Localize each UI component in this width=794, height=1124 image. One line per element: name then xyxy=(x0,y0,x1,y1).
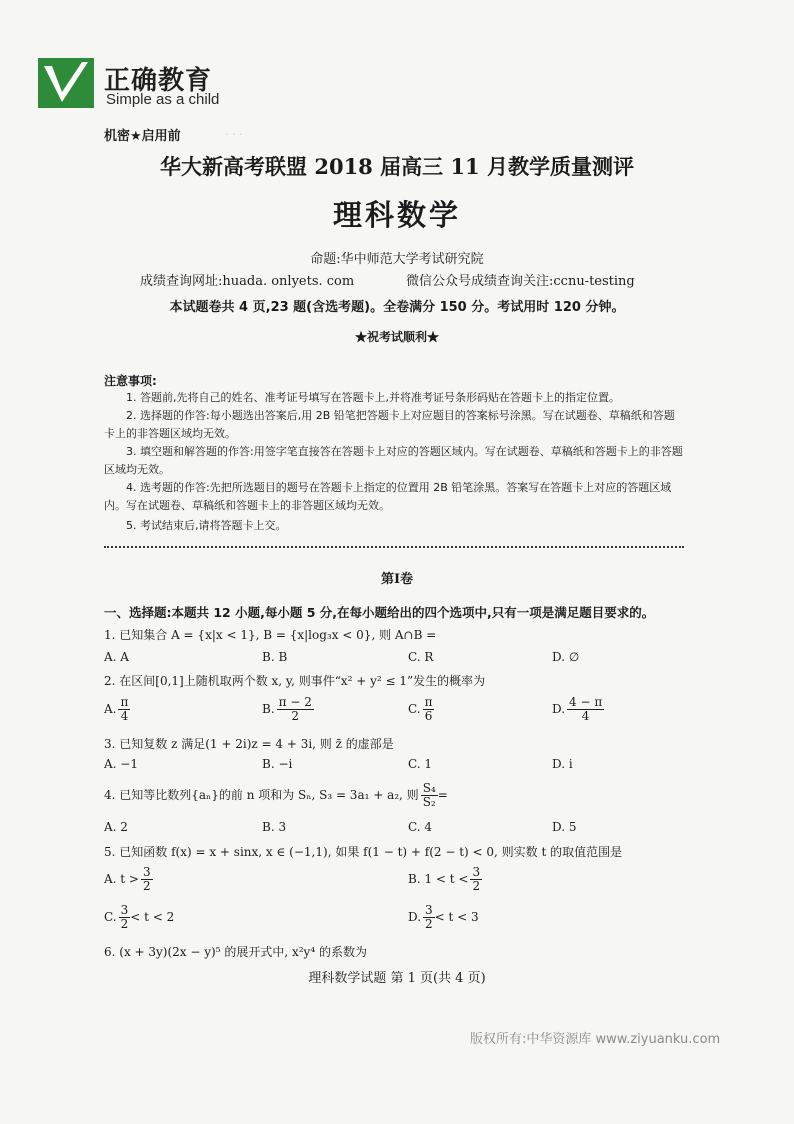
exam-title: 华大新高考联盟 2018 届高三 11 月教学质量测评 xyxy=(160,154,634,179)
q1-option-b: B. B xyxy=(262,650,288,664)
good-luck-line: ★祝考试顺利★ xyxy=(354,330,439,344)
q3-option-c: C. 1 xyxy=(408,757,433,771)
question-5-stem: 5. 已知函数 f(x) = x + sinx, x ∈ (−1,1), 如果 f(1 − t) + f(2 − t) < 0, 则实数 t 的取值范围是 xyxy=(104,845,623,859)
q4-option-d: D. 5 xyxy=(552,820,577,834)
secret-label: 机密★启用前 xyxy=(104,129,181,144)
notes-title: 注意事项: xyxy=(104,374,157,388)
q5-option-c: C. $\frac{3}{2}$ < t < 2 xyxy=(104,903,175,931)
bleed-through-text: · · · xyxy=(225,128,243,141)
q1-option-c: C. R xyxy=(408,650,434,664)
note-item: 3. 填空题和解答题的作答:用签字笔直接答在答题卡上对应的答题区域内。写在试题卷、草稿纸和答题卡上的非答题区域均无效。 xyxy=(104,445,683,476)
q1-option-a: A. A xyxy=(104,650,129,664)
dotted-divider xyxy=(104,546,684,548)
question-6-stem: 6. (x + 3y)(2x − y)⁵ 的展开式中, x²y⁴ 的系数为 xyxy=(104,945,367,959)
q2-option-b: B. $\frac{\pi - 2}{2}$ xyxy=(262,695,312,723)
question-2-stem: 2. 在区间[0,1]上随机取两个数 x, y, 则事件“x² + y² ≤ 1”发生的概率为 xyxy=(104,674,486,688)
exam-summary: 本试题卷共 4 页,23 题(含选考题)。全卷满分 150 分。考试用时 120 分钟。 xyxy=(169,300,625,315)
page-footer: 理科数学试题 第 1 页(共 4 页) xyxy=(308,971,486,986)
brand-logo-icon xyxy=(38,58,94,108)
q3-option-d: D. i xyxy=(552,757,573,771)
section-title: 一、选择题:本题共 12 小题,每小题 5 分,在每小题给出的四个选项中,只有一项是满足题目要求的。 xyxy=(104,605,655,620)
note-item: 2. 选择题的作答:每小题选出答案后,用 2B 铅笔把答题卡上对应题目的答案标号涂黑。写在试题卷、草稿纸和答题卡上的非答题区域均无效。 xyxy=(104,409,675,440)
query-wechat: 微信公众号成绩查询关注:ccnu-testing xyxy=(406,274,635,289)
author-line: 命题:华中师范大学考试研究院 xyxy=(310,252,484,267)
q5-option-d: D. $\frac{3}{2}$ < t < 3 xyxy=(408,903,479,931)
subject-title: 理科数学 xyxy=(332,198,461,232)
part-label: 第Ⅰ卷 xyxy=(380,572,414,587)
q2-option-d: D. $\frac{4 - \pi}{4}$ xyxy=(552,695,603,723)
q5-option-b: B. 1 < t < $\frac{3}{2}$ xyxy=(408,865,481,893)
brand-name: 正确教育 xyxy=(104,66,213,96)
q4-option-b: B. 3 xyxy=(262,820,287,834)
q4-option-c: C. 4 xyxy=(408,820,433,834)
q5-option-a: A. t > $\frac{3}{2}$ xyxy=(104,865,151,893)
q4-option-a: A. 2 xyxy=(104,820,128,834)
question-4-stem: 4. 已知等比数列{aₙ}的前 n 项和为 Sₙ, S₃ = 3a₁ + a₂, 则 $\frac{\text{S₄}}{\text{S₂}}$ = xyxy=(104,781,448,809)
question-3-stem: 3. 已知复数 z 满足(1 + 2i)z = 4 + 3i, 则 z̄ 的虚部是 xyxy=(104,737,394,751)
q3-option-a: A. −1 xyxy=(104,757,138,771)
note-item: 1. 答题前,先将自己的姓名、准考证号填写在答题卡上,并将准考证号条形码贴在答题卡上的指定位置。 xyxy=(126,391,620,404)
note-item: 4. 选考题的作答:先把所选题目的题号在答题卡上指定的位置用 2B 铅笔涂黑。答案写在答题卡上对应的答题区域内。写在试题卷、草稿纸和答题卡上的非答题区域均无效。 xyxy=(104,481,672,512)
query-website: 成绩查询网址:huada. onlyets. com xyxy=(140,274,355,289)
q2-option-a: A. $\frac{\pi}{4}$ xyxy=(104,695,129,723)
q1-option-d: D. ∅ xyxy=(552,650,580,664)
copyright-watermark: 版权所有:中华资源库 www.ziyuanku.com xyxy=(470,1032,721,1047)
brand-slogan: Simple as a child xyxy=(106,91,220,108)
q2-option-c: C. $\frac{\pi}{6}$ xyxy=(408,695,433,723)
question-1-stem: 1. 已知集合 A = {x|x < 1}, B = {x|log₃x < 0}, 则 A∩B = xyxy=(104,628,437,642)
note-item: 5. 考试结束后,请将答题卡上交。 xyxy=(126,519,287,532)
q3-option-b: B. −i xyxy=(262,757,293,771)
